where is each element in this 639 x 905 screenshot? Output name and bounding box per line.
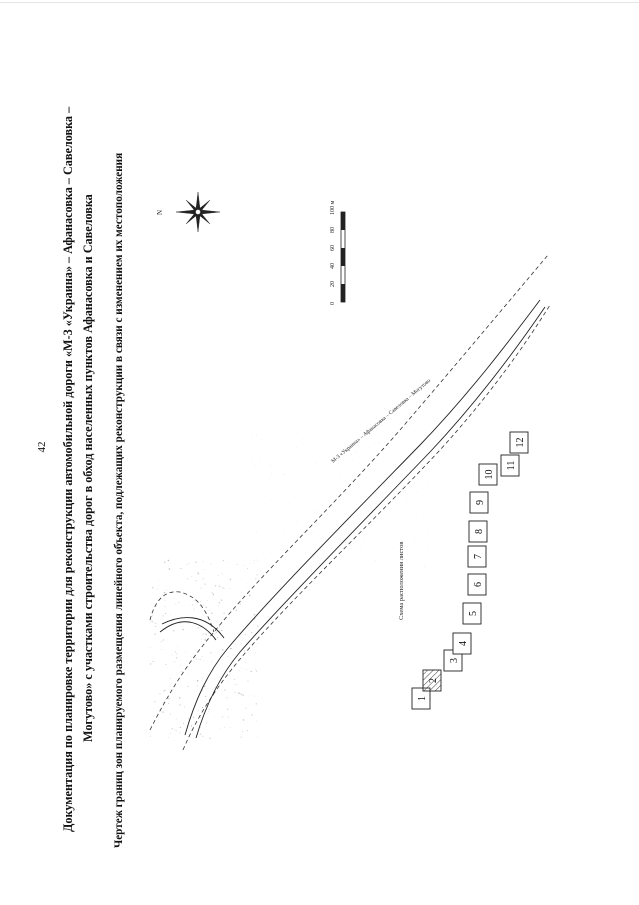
sheet-scheme	[412, 432, 528, 709]
sheet-number-1: 1	[417, 696, 428, 701]
scale-bar	[341, 212, 345, 302]
compass-rose	[176, 192, 220, 232]
sheet-number-7: 7	[473, 554, 484, 559]
document-title-line-2: Могутово» с участками строительства дорог в обход населенных пунктов Афанасовка и Савеловка	[81, 194, 95, 742]
road-label: М-3 «Украина» – Афанасовка – Савеловка – Могутово	[330, 377, 433, 465]
sheet-number-6: 6	[473, 582, 484, 587]
scale-label: 60	[330, 245, 336, 251]
zone-boundary	[150, 255, 550, 750]
sheet-number-10: 10	[484, 469, 495, 480]
terrain-texture	[149, 430, 428, 740]
sheet-number-4: 4	[458, 641, 469, 646]
branch-road	[160, 618, 224, 640]
sheet-number-3: 3	[449, 658, 460, 663]
scale-labels	[330, 201, 336, 306]
document-title-line-1: Документация по планировке территории для реконструкции автомобильной дороги «М-3 «Украина» – Афанасовка – Савеловка –	[61, 106, 75, 832]
sheet-number-9: 9	[475, 500, 486, 505]
north-label: N	[156, 209, 164, 215]
sheet-number-12: 12	[515, 437, 526, 448]
scale-label: 100 м	[330, 200, 336, 215]
sheet-number-11: 11	[506, 460, 517, 471]
scale-label: 40	[330, 263, 336, 269]
scale-label: 80	[330, 227, 336, 233]
main-road	[185, 300, 545, 738]
scale-label: 0	[330, 302, 336, 305]
sheet-number-8: 8	[474, 529, 485, 534]
sheet-number-2: 2	[428, 678, 439, 683]
drawing-subtitle: Чертеж границ зон планируемого размещения линейного объекта, подлежащих реконструкции в связи с изменением их местоположения	[113, 152, 125, 848]
sheet-number-5: 5	[468, 611, 479, 616]
scale-label: 20	[330, 281, 336, 287]
page-number: 42	[36, 441, 48, 453]
sheet-scheme-title: Схема расположения листов	[398, 541, 405, 620]
